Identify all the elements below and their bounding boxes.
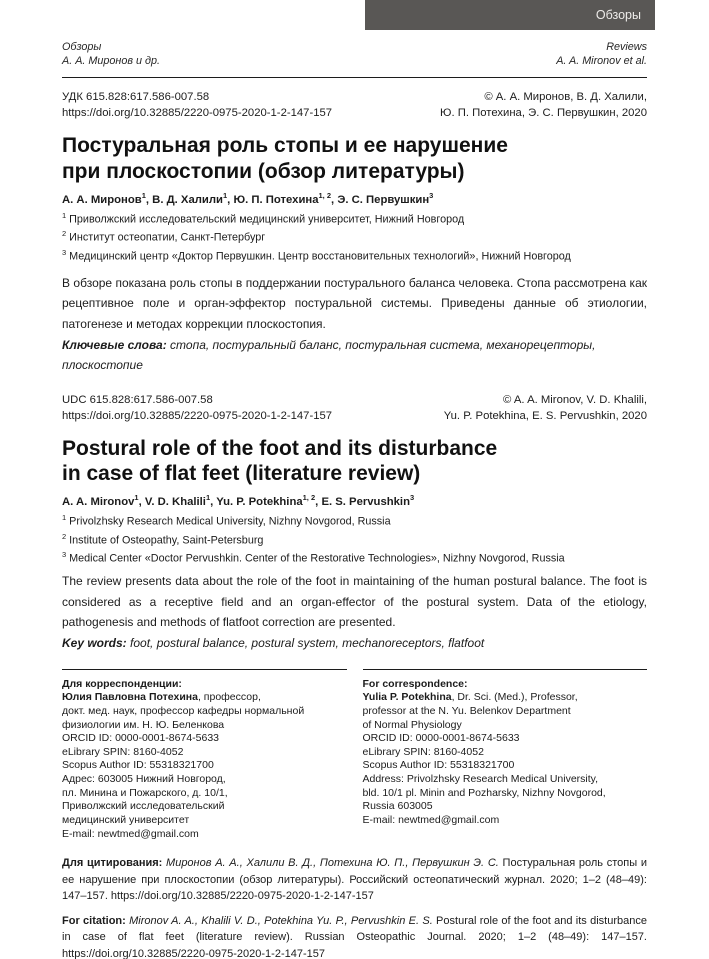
correspondence-en-line: ORCID ID: 0000-0001-8674-5633 [362, 732, 520, 745]
citation-ru-authors: Миронов А. А., Халили В. Д., Потехина Ю. П., Первушкин Э. С. [162, 857, 499, 870]
correspondence-ru-name-line: Юлия Павловна Потехина, профессор, [62, 691, 261, 704]
affiliations-en [62, 512, 647, 568]
meta-ru-right [440, 89, 647, 122]
affiliation-en: $^2$ Institute of Osteopathy, Saint-Petersburg [62, 531, 264, 547]
running-head-left [62, 40, 160, 69]
correspondence-ru-line: Адрес: 603005 Нижний Новгород, [62, 773, 226, 786]
correspondence-section [62, 669, 647, 842]
correspondence-ru-email: E-mail: newtmed@gmail.com [62, 827, 199, 840]
article-title-en-line1: Postural role of the foot and its disturbance [62, 436, 498, 460]
running-head-authors-en: A. A. Mironov et al. [556, 55, 647, 68]
correspondence-ru-line: Приволжский исследовательский [62, 800, 225, 813]
running-head-section-en: Reviews [606, 41, 647, 53]
affiliation-ru: $^2$ Институт остеопатии, Санкт-Петербург [62, 229, 266, 245]
keywords-en-label: Key words: [62, 636, 127, 650]
correspondence-en-heading: For correspondence: [362, 677, 468, 690]
meta-ru [62, 89, 647, 122]
author-ru: А. А. Миронов$^1$, [62, 191, 153, 206]
article-title-ru [62, 133, 647, 184]
author-ru: Ю. П. Потехина$^{1, 2}$, [233, 191, 338, 206]
citation-en-text: Postural role of the foot and its disturbance in case of flat feet (literature review). Russian Osteopathic Journal. 2020; 1–2 (48–49): 147–157. https://doi.org/10.32885/2220-0975-2020-1-2-147-157 [62, 914, 647, 959]
copyright-ru-line2: Ю. П. Потехина, Э. С. Первушкин, 2020 [440, 106, 647, 119]
udc-ru: УДК 615.828:617.586-007.58 [62, 90, 210, 103]
correspondence-en-name-line: Yulia P. Potekhina, Dr. Sci. (Med.), Professor, [362, 691, 578, 704]
meta-en [62, 392, 647, 425]
correspondence-en-line: of Normal Physiology [362, 718, 462, 731]
section-banner-label: Обзоры [595, 8, 641, 22]
correspondence-ru [62, 669, 347, 842]
author-ru: Э. С. Первушкин$^3$ [337, 191, 434, 206]
affiliation-ru: $^3$ Медицинский центр «Доктор Первушкин. Центр восстановительных технологий», Нижний Новгород [62, 248, 571, 263]
author-en: A. A. Mironov$^1$, [62, 493, 145, 509]
author-en: Yu. P. Potekhina$^{1, 2}$, [216, 493, 322, 509]
correspondence-ru-line: Scopus Author ID: 55318321700 [62, 759, 214, 772]
authors-ru [62, 191, 647, 206]
running-head-right [556, 40, 647, 69]
article-title-en-line2: in case of flat feet (literature review) [62, 462, 421, 486]
correspondence-ru-line: медицинский университет [62, 814, 190, 827]
citation-en-label: For citation: [62, 914, 126, 927]
correspondence-ru-heading: Для корреспонденции: [62, 677, 182, 690]
correspondence-ru-line: eLibrary SPIN: 8160-4052 [62, 745, 184, 758]
correspondence-ru-line: ORCID ID: 0000-0001-8674-5633 [62, 732, 220, 745]
copyright-en-line1: © A. A. Mironov, V. D. Khalili, [503, 393, 647, 406]
meta-ru-left [62, 89, 332, 122]
keywords-en: Key words: foot, postural balance, postural system, mechanoreceptors, flatfoot [62, 636, 485, 650]
author-ru: В. Д. Халили$^1$, [152, 191, 234, 206]
header-rule [62, 77, 647, 78]
meta-en-left [62, 392, 332, 425]
correspondence-en-line: Russia 603005 [362, 800, 433, 813]
udc-en: UDC 615.828:617.586-007.58 [62, 393, 213, 406]
meta-en-right [444, 392, 647, 425]
author-en: V. D. Khalili$^1$, [144, 493, 217, 509]
correspondence-en-line: bld. 10/1 pl. Minin and Pozharsky, Nizhny Novgorod, [362, 786, 606, 799]
page-content [0, 40, 709, 959]
affiliations-ru [62, 210, 647, 266]
keywords-ru: Ключевые слова: стопа, постуральный баланс, постуральная система, механорецепторы, плоскостопие [62, 337, 596, 373]
citation-en [62, 913, 647, 959]
affiliation-en: $^3$ Medical Center «Doctor Pervushkin. Center of the Restorative Technologies», Nizhny Novgorod, Russia [62, 550, 565, 566]
correspondence-en-line: professor at the N. Yu. Belenkov Department [362, 704, 571, 717]
abstract-ru: В обзоре показана роль стопы в поддержании постурального баланса человека. Стопа рассмотрена как рецептивное поле и орган-эффектор постуральной системы. Приведены данные об этиологии, патогенезе и методах коррекции плоскостопия. [62, 275, 647, 331]
correspondence-ru-line: физиологии им. Н. Ю. Беленкова [62, 718, 225, 731]
author-en: E. S. Pervushkin$^3$ [321, 493, 415, 509]
citation-ru-text: Постуральная роль стопы и ее нарушение при плоскостопии (обзор литературы). Российский остеопатический журнал. 2020; 1–2 (48–49): 147–157. https://doi.org/10.32885/2220-0975-2020-1-2-147-157 [62, 857, 648, 903]
citation-en-authors: Mironov A. A., Khalili V. D., Potekhina Yu. P., Pervushkin E. S. [125, 914, 433, 927]
affiliation-ru: $^1$ Приволжский исследовательский медицинский университет, Нижний Новгород [62, 210, 465, 226]
citation-ru-label: Для цитирования: [62, 857, 163, 870]
doi-en: https://doi.org/10.32885/2220-0975-2020-1-2-147-157 [62, 410, 333, 423]
copyright-en-line2: Yu. P. Potekhina, E. S. Pervushkin, 2020 [443, 410, 647, 423]
abstract-en: The review presents data about the role of the foot in maintaining of the human postural balance. The foot is considered as a receptive field and an organ-effector of the postural system. Data of the etiology, pathogenesis and methods of flatfoot correction are presented. [62, 574, 647, 630]
doi-ru: https://doi.org/10.32885/2220-0975-2020-1-2-147-157 [62, 106, 333, 119]
correspondence-en-email: E-mail: newtmed@gmail.com [362, 814, 500, 827]
correspondence-ru-line: пл. Минина и Пожарского, д. 10/1, [62, 786, 228, 799]
correspondence-ru-line: докт. мед. наук, профессор кафедры нормальной [62, 704, 305, 717]
copyright-ru-line1: © А. А. Миронов, В. Д. Халили, [484, 90, 647, 103]
correspondence-en [363, 669, 648, 842]
affiliation-en: $^1$ Privolzhsky Research Medical University, Nizhny Novgorod, Russia [62, 513, 391, 528]
article-title-ru-line1: Постуральная роль стопы и ее нарушение [62, 134, 508, 158]
running-head-section-ru: Обзоры [62, 41, 102, 53]
correspondence-en-line: Scopus Author ID: 55318321700 [362, 759, 515, 772]
running-head [62, 40, 647, 69]
keywords-ru-label: Ключевые слова: [62, 337, 167, 352]
citation-ru [62, 855, 647, 905]
correspondence-en-line: Address: Privolzhsky Research Medical University, [362, 773, 599, 786]
article-title-en [62, 436, 647, 487]
running-head-authors-ru: А. А. Миронов и др. [62, 55, 160, 68]
correspondence-en-line: eLibrary SPIN: 8160-4052 [362, 745, 484, 758]
section-banner [365, 0, 655, 30]
article-title-ru-line2: при плоскостопии (обзор литературы) [62, 159, 465, 183]
authors-en [62, 493, 647, 508]
